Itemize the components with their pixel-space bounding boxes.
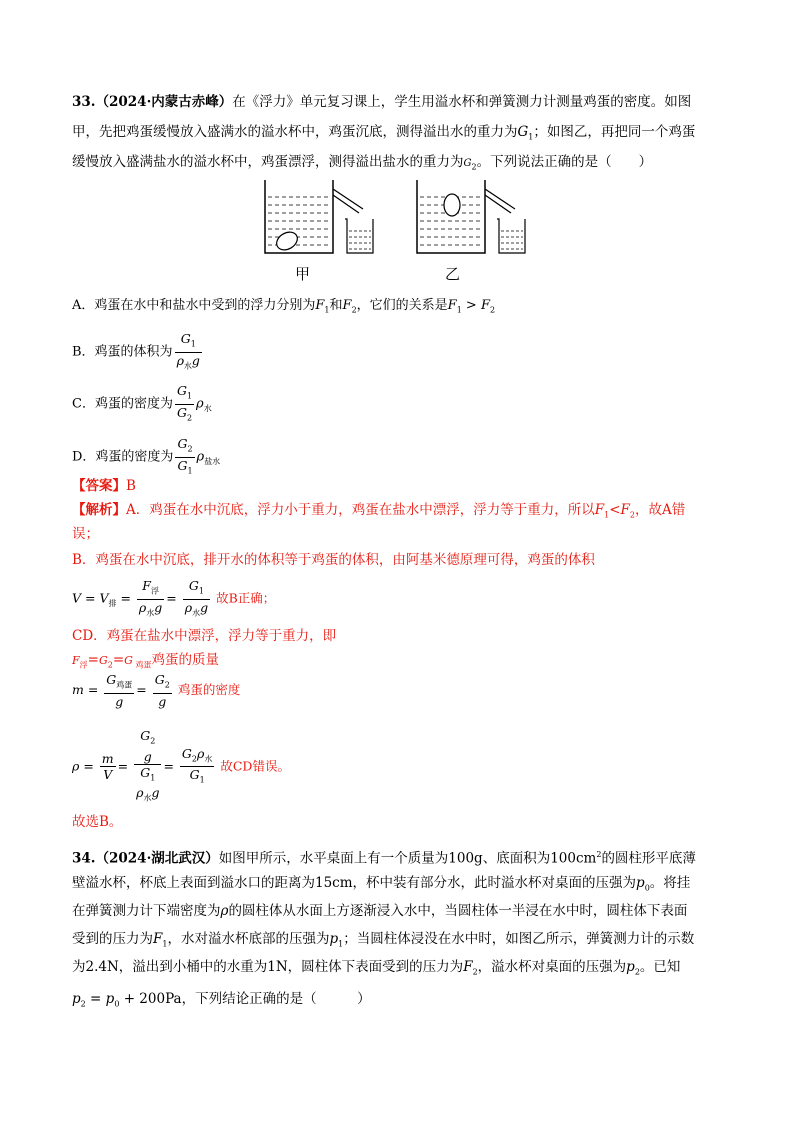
analysis-line-cd: CD．鸡蛋在盐水中漂浮，浮力等于重力，即: [72, 628, 337, 644]
q34-source: （2024·湖北武汉）: [95, 850, 219, 867]
q34-number: 34.: [72, 850, 96, 867]
q34-line-1: 34.（2024·湖北武汉）如图甲所示，水平桌面上有一个质量为100g、底面积为$100cm^2$的圆柱形平底薄: [72, 850, 696, 867]
analysis-volume-formula: $V = V_排$ = $\frac{F_浮}{\rho_水g}$ = $\frac{G_1}{\rho_水g}$ 故B正确；: [72, 578, 276, 617]
q34-line-5: 为2.4N，溢出到小桶中的水重为1N，圆柱体下表面受到的压力为$F_2$，溢水杯对桌面的压强为$p_2$。已知: [72, 959, 681, 977]
egg-floating: [444, 194, 460, 216]
analysis-mass-formula: m = $\frac{G_{鸡蛋}}{g}$ = $\frac{G_2}{g}$ 鸡蛋的密度: [72, 672, 241, 709]
answer-label: 【答案】: [72, 478, 126, 494]
analysis-line-1: 【解析】A．鸡蛋在水中沉底，浮力小于重力，鸡蛋在盐水中漂浮，浮力等于重力，所以$F_1<F_2$，故A错: [72, 502, 686, 520]
q33-line-3: 缓慢放入盛满盐水的溢水杯中，鸡蛋漂浮，测得溢出盐水的重力为$G_2$。下列说法正确的是（ ）: [72, 154, 653, 172]
analysis-line-2: 误；: [72, 526, 99, 542]
q33-line-2: 甲，先把鸡蛋缓慢放入盛满水的溢水杯中，鸡蛋沉底，测得溢出水的重力为$G_1$；如图乙，再把同一个鸡蛋: [72, 124, 696, 142]
analysis-line-3: B．鸡蛋在水中沉底，排开水的体积等于鸡蛋的体积，由阿基米德原理可得，鸡蛋的体积: [72, 552, 595, 568]
analysis-density-formula: ρ = $\frac{m}{V}$ = $G_2$ g $G_1$ $\rho_水g$ = $\frac{G_2\rho_水}{G_1}$ 故CD错误。: [72, 728, 290, 803]
q33-source: （2024·内蒙古赤峰）: [95, 94, 233, 110]
q33-option-b: B．鸡蛋的体积为 $\frac{G_1}{\rho_水g}$: [72, 331, 200, 370]
analysis-line-cd-2: $F_浮=G_2=G$ $_{鸡蛋}$鸡蛋的质量: [72, 652, 219, 670]
q34-line-6: $p_2 = p_0 + 200Pa$，下列结论正确的是（ ）: [72, 991, 371, 1009]
q33-figure: [255, 175, 535, 285]
answer-value: B: [126, 478, 136, 494]
q33-option-d: D．鸡蛋的密度为 $\frac{G_2}{G_1}$ $\rho_{盐水}$: [72, 436, 221, 475]
q33-number: 33.: [72, 94, 96, 110]
analysis-pick: 故选B。: [72, 814, 123, 830]
answer-line: [72, 476, 740, 496]
container-jia: [265, 180, 373, 253]
q33-option-c: C．鸡蛋的密度为 $\frac{G_1}{G_2}$ $\rho_水$: [72, 383, 212, 422]
analysis-label: 【解析】: [72, 502, 126, 518]
q34-line-3: 在弹簧测力计下端密度为ρ的圆柱体从水面上方逐渐浸入水中，当圆柱体一半浸在水中时，圆柱体下表面: [72, 903, 688, 919]
q34-line-2: 壁溢水杯，杯底上表面到溢水口的距离为15cm，杯中装有部分水，此时溢水杯对桌面的压强为$p_0$。将挂: [72, 875, 691, 893]
fig-label-jia: 甲: [295, 265, 311, 283]
container-yi: [417, 180, 525, 253]
q33-line-1: 33.（2024·内蒙古赤峰）在《浮力》单元复习课上，学生用溢水杯和弹簧测力计测量鸡蛋的密度。如图: [72, 94, 692, 110]
q33-option-a: A．鸡蛋在水中和盐水中受到的浮力分别为$F_1$和$F_2$，它们的关系是$F_1 > F_2$: [72, 298, 496, 315]
egg-sunk: [273, 229, 300, 254]
fig-label-yi: 乙: [445, 265, 461, 283]
q34-line-4: 受到的压力为$F_1$，水对溢水杯底部的压强为$p_1$；当圆柱体浸没在水中时，如图乙所示，弹簧测力计的示数: [72, 931, 695, 949]
